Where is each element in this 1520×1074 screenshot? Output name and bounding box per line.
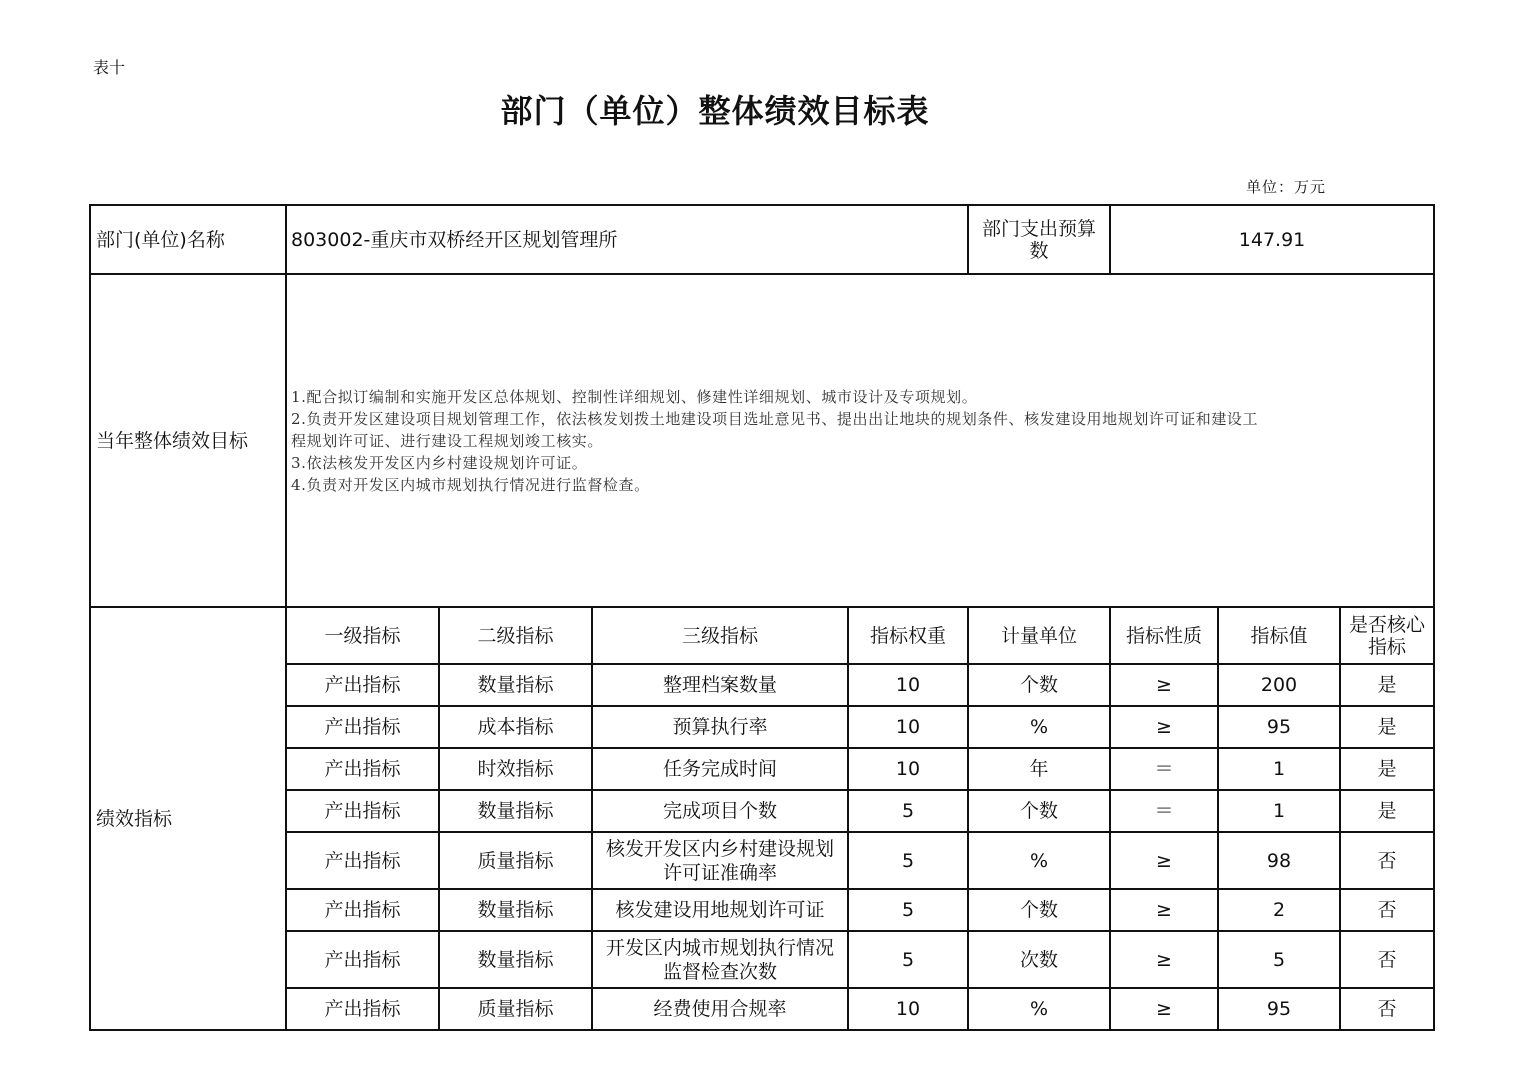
- budget-label: 部门支出预算数: [968, 205, 1110, 274]
- cell-weight: 10: [848, 664, 968, 706]
- table-number-label: 表十: [93, 58, 126, 77]
- cell-level2: 数量指标: [439, 931, 592, 988]
- cell-value: 2: [1218, 889, 1340, 931]
- unit-note: 单位：万元: [1246, 178, 1327, 196]
- cell-level3: 核发建设用地规划许可证: [592, 889, 848, 931]
- cell-is-core: 是: [1340, 664, 1434, 706]
- cell-value: 5: [1218, 931, 1340, 988]
- cell-level2: 质量指标: [439, 988, 592, 1030]
- dept-info-row: [90, 205, 1434, 274]
- cell-is-core: 是: [1340, 790, 1434, 832]
- cell-nature: ≥: [1110, 832, 1218, 889]
- cell-nature: ≥: [1110, 931, 1218, 988]
- cell-unit: 个数: [968, 664, 1110, 706]
- budget-value: 147.91: [1110, 205, 1434, 274]
- header-value: 指标值: [1218, 607, 1340, 664]
- cell-unit: %: [968, 706, 1110, 748]
- cell-nature: ＝: [1110, 748, 1218, 790]
- cell-is-core: 是: [1340, 748, 1434, 790]
- cell-level1: 产出指标: [286, 664, 439, 706]
- indicator-header-row: [90, 607, 1434, 664]
- cell-level3: 整理档案数量: [592, 664, 848, 706]
- annual-goal-content: [286, 274, 1434, 607]
- header-level1: 一级指标: [286, 607, 439, 664]
- header-weight: 指标权重: [848, 607, 968, 664]
- cell-level1: 产出指标: [286, 988, 439, 1030]
- header-level3: 三级指标: [592, 607, 848, 664]
- cell-is-core: 否: [1340, 832, 1434, 889]
- cell-level2: 质量指标: [439, 832, 592, 889]
- annual-goal-row: [90, 274, 1434, 607]
- cell-level1: 产出指标: [286, 832, 439, 889]
- cell-nature: ≥: [1110, 988, 1218, 1030]
- cell-level3: 任务完成时间: [592, 748, 848, 790]
- cell-weight: 10: [848, 988, 968, 1030]
- goal-line: 3.依法核发开发区内乡村建设规划许可证。: [291, 453, 588, 472]
- cell-value: 98: [1218, 832, 1340, 889]
- cell-level1: 产出指标: [286, 889, 439, 931]
- table-row: [90, 931, 1434, 988]
- cell-weight: 5: [848, 832, 968, 889]
- header-unit: 计量单位: [968, 607, 1110, 664]
- cell-level2: 数量指标: [439, 889, 592, 931]
- cell-nature: ≥: [1110, 664, 1218, 706]
- cell-value: 1: [1218, 748, 1340, 790]
- cell-level3: 核发开发区内乡村建设规划许可证准确率: [592, 832, 848, 889]
- cell-nature: ＝: [1110, 790, 1218, 832]
- cell-weight: 5: [848, 931, 968, 988]
- table-row: [90, 832, 1434, 889]
- cell-level1: 产出指标: [286, 790, 439, 832]
- cell-level3: 经费使用合规率: [592, 988, 848, 1030]
- cell-is-core: 否: [1340, 988, 1434, 1030]
- cell-nature: ≥: [1110, 706, 1218, 748]
- cell-value: 95: [1218, 706, 1340, 748]
- cell-level2: 时效指标: [439, 748, 592, 790]
- table-row: [90, 664, 1434, 706]
- goal-line: 2.负责开发区建设项目规划管理工作，依法核发划拨土地建设项目选址意见书、提出出让地块的规划条件、核发建设用地规划许可证和建设工: [291, 409, 1259, 428]
- cell-weight: 10: [848, 748, 968, 790]
- cell-nature: ≥: [1110, 889, 1218, 931]
- header-nature: 指标性质: [1110, 607, 1218, 664]
- dept-name-value: 803002-重庆市双桥经开区规划管理所: [286, 205, 968, 274]
- cell-level2: 数量指标: [439, 664, 592, 706]
- cell-weight: 5: [848, 790, 968, 832]
- cell-level1: 产出指标: [286, 706, 439, 748]
- cell-level3: 完成项目个数: [592, 790, 848, 832]
- cell-unit: 次数: [968, 931, 1110, 988]
- cell-is-core: 否: [1340, 889, 1434, 931]
- cell-value: 200: [1218, 664, 1340, 706]
- performance-target-table: [89, 204, 1435, 1031]
- cell-level1: 产出指标: [286, 931, 439, 988]
- table-row: [90, 790, 1434, 832]
- cell-is-core: 否: [1340, 931, 1434, 988]
- goal-line: 程规划许可证、进行建设工程规划竣工核实。: [291, 431, 604, 450]
- table-row: [90, 706, 1434, 748]
- cell-is-core: 是: [1340, 706, 1434, 748]
- cell-unit: %: [968, 988, 1110, 1030]
- cell-level2: 成本指标: [439, 706, 592, 748]
- cell-value: 95: [1218, 988, 1340, 1030]
- cell-unit: 年: [968, 748, 1110, 790]
- cell-level3: 开发区内城市规划执行情况监督检查次数: [592, 931, 848, 988]
- dept-name-label: 部门(单位)名称: [90, 205, 286, 274]
- cell-weight: 10: [848, 706, 968, 748]
- header-level2: 二级指标: [439, 607, 592, 664]
- cell-unit: 个数: [968, 790, 1110, 832]
- cell-unit: 个数: [968, 889, 1110, 931]
- performance-indicator-label: 绩效指标: [90, 607, 286, 1030]
- cell-level1: 产出指标: [286, 748, 439, 790]
- table-row: [90, 889, 1434, 931]
- document-title: 部门（单位）整体绩效目标表: [500, 92, 930, 130]
- goal-line: 4.负责对开发区内城市规划执行情况进行监督检查。: [291, 475, 650, 494]
- cell-unit: %: [968, 832, 1110, 889]
- annual-goal-label: 当年整体绩效目标: [90, 274, 286, 607]
- cell-value: 1: [1218, 790, 1340, 832]
- table-row: [90, 748, 1434, 790]
- goal-line: 1.配合拟订编制和实施开发区总体规划、控制性详细规划、修建性详细规划、城市设计及专项规划。: [291, 387, 978, 406]
- cell-weight: 5: [848, 889, 968, 931]
- cell-level2: 数量指标: [439, 790, 592, 832]
- cell-level3: 预算执行率: [592, 706, 848, 748]
- table-row: [90, 988, 1434, 1030]
- header-is-core: 是否核心指标: [1340, 607, 1434, 664]
